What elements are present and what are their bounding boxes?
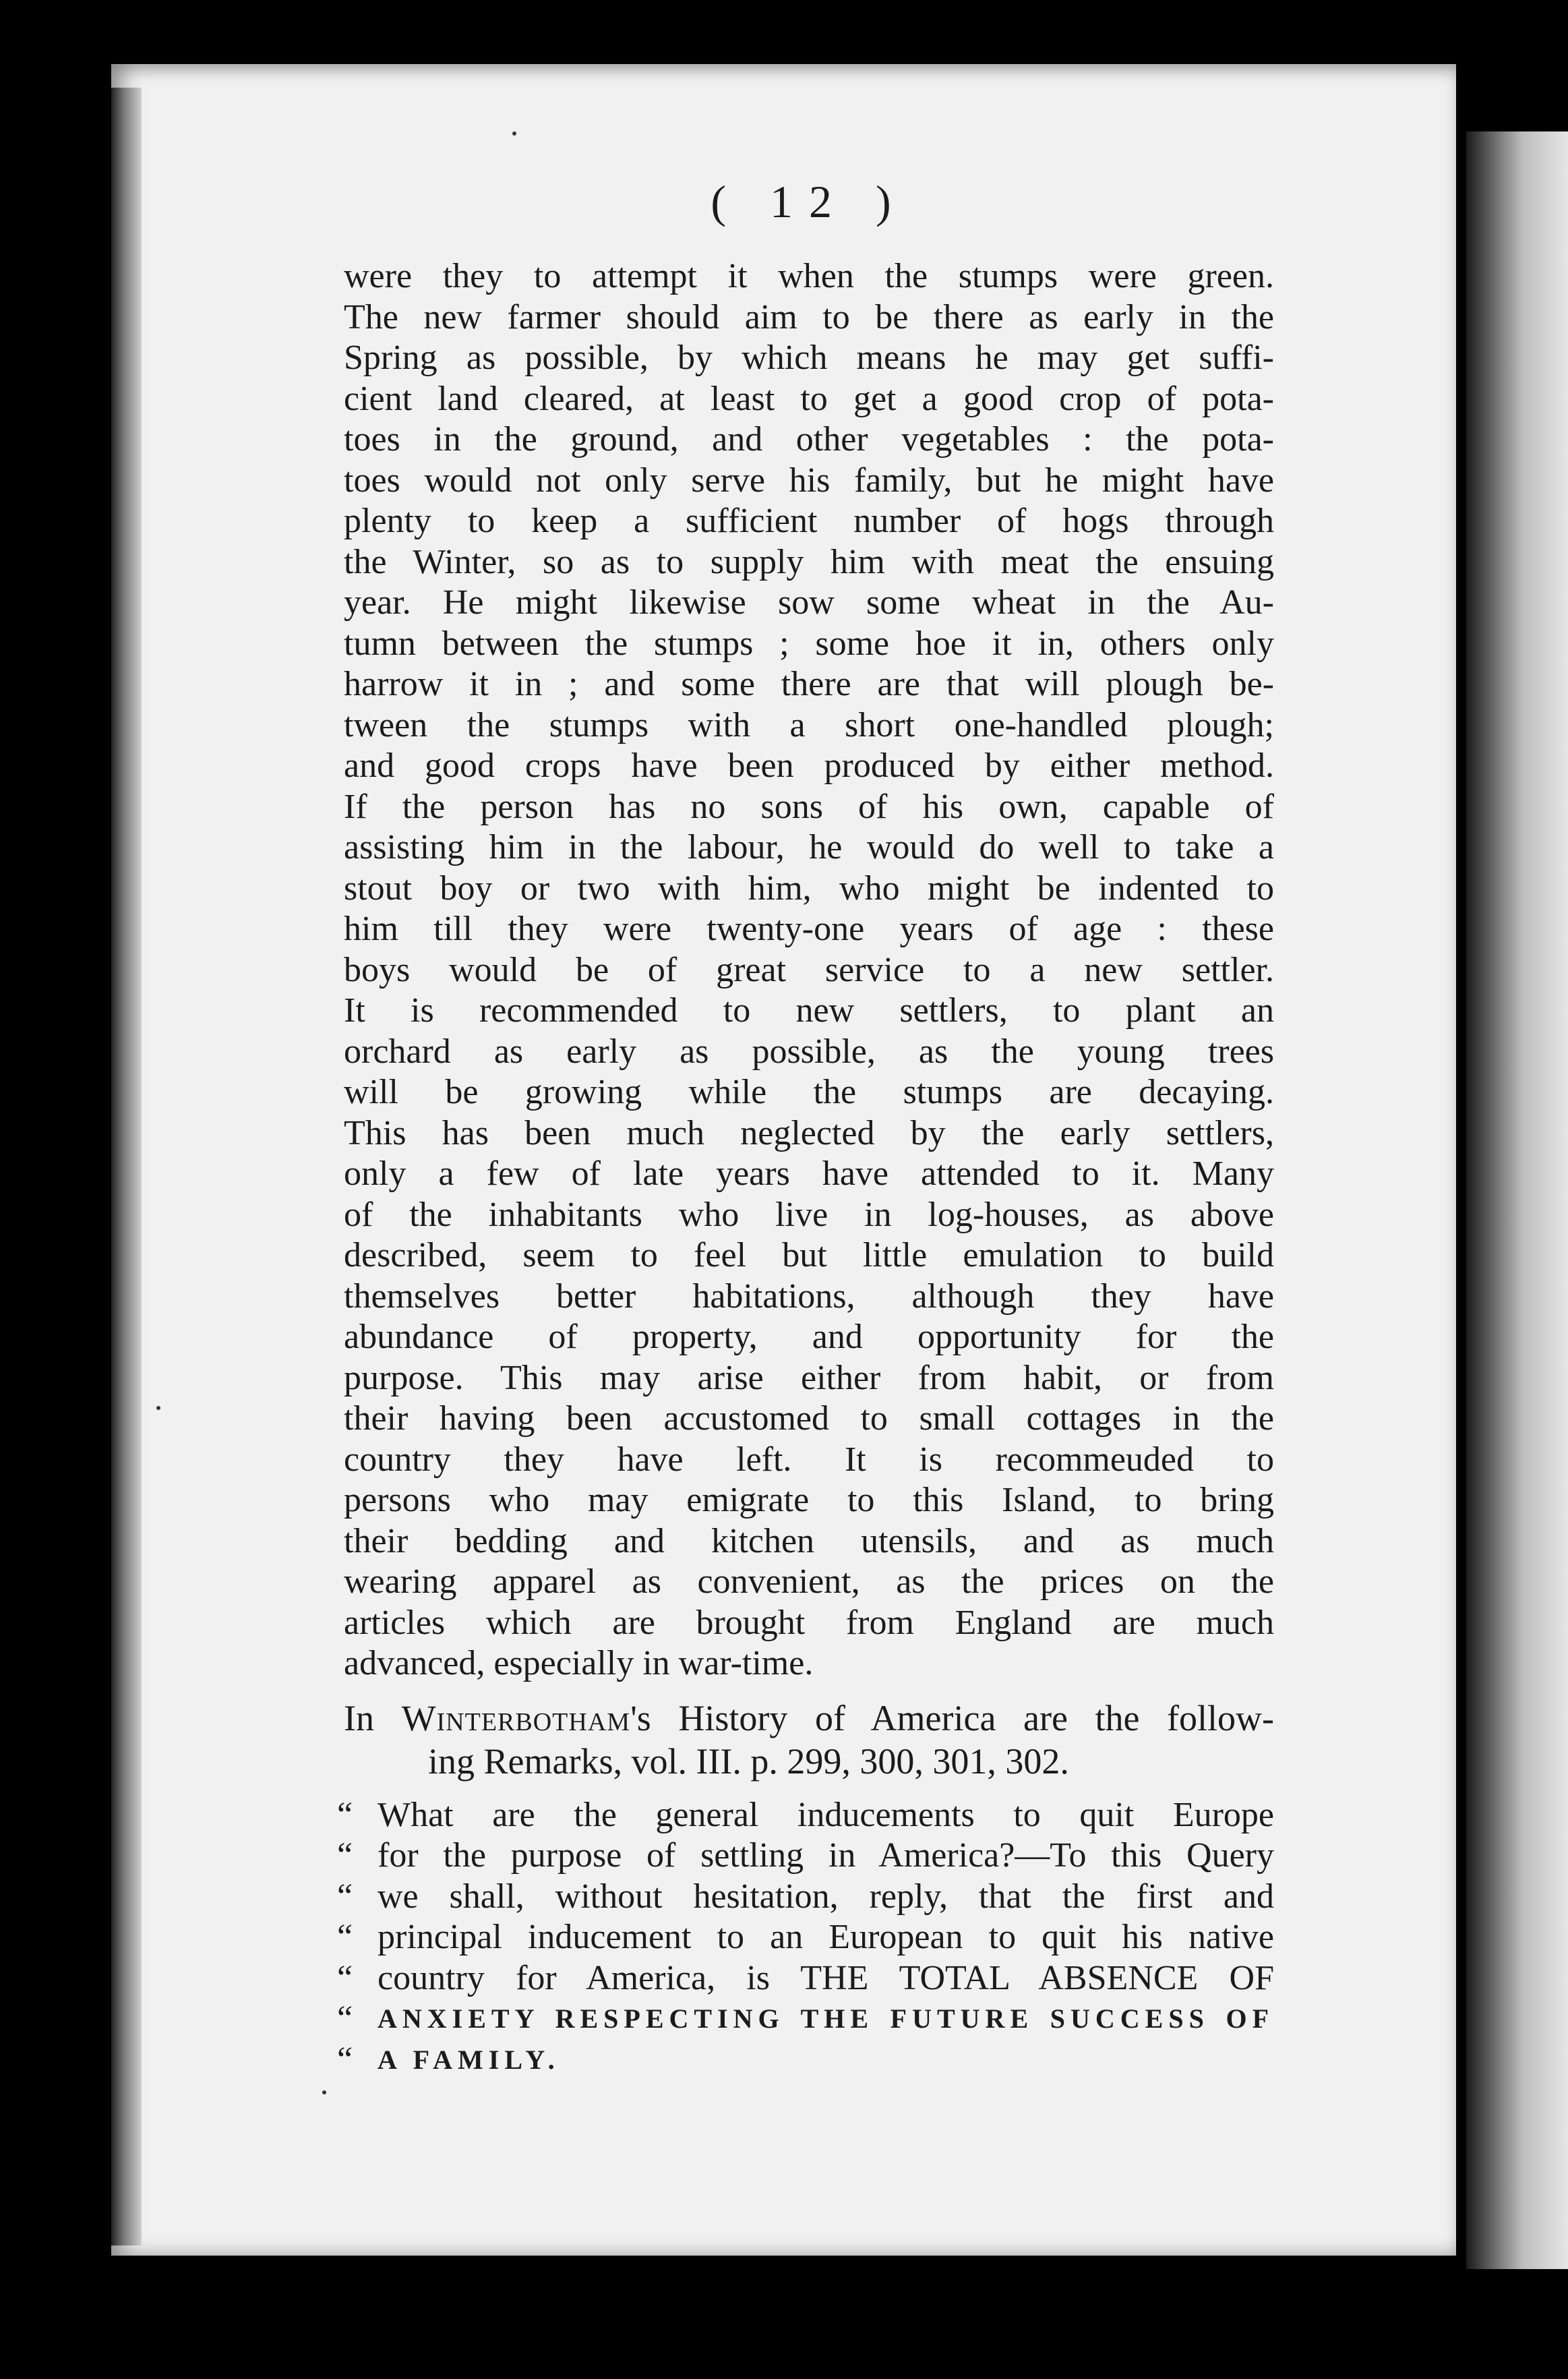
quote-text: country for America, is THE TOTAL ABSENCE OF: [378, 1958, 1274, 1997]
text-line: were they to attempt it when the stumps were green.: [344, 257, 1274, 295]
text-line: tumn between the stumps ; some hoe it in, others only: [344, 624, 1274, 663]
text-line: wearing apparel as convenient, as the prices on the: [344, 1562, 1274, 1601]
text-line: persons who may emigrate to this Island, to bring: [344, 1481, 1274, 1519]
quote-text: ANXIETY RESPECTING THE FUTURE SUCCESS OF: [378, 2003, 1274, 2034]
text-line: country they have left. It is recommeuded to: [344, 1440, 1274, 1479]
body-paragraph: [344, 256, 1274, 1684]
text-line: toes in the ground, and other vegetables : the pota-: [344, 420, 1274, 459]
quote-text: for the purpose of settling in America?—To this Query: [378, 1836, 1274, 1875]
text-line: Spring as possible, by which means he may get suffi-: [344, 339, 1274, 377]
heading-line1-rest: 's History of America are the follow-: [630, 1697, 1274, 1738]
quote-mark: “: [337, 1999, 353, 2038]
quote-line: [337, 1835, 1274, 1877]
quote-line: [337, 1999, 1274, 2040]
text-line: only a few of late years have attended to it. Many: [344, 1154, 1274, 1193]
heading-prefix: In: [344, 1697, 402, 1738]
quote-text: we shall, without hesitation, reply, that the first and: [378, 1877, 1274, 1916]
text-line: purpose. This may arise either from habit, or from: [344, 1358, 1274, 1397]
section-heading-line-1: [344, 1697, 1274, 1740]
page-text-block: [337, 176, 1274, 2080]
quote-line: [337, 1917, 1274, 1958]
text-line: described, seem to feel but little emulation to build: [344, 1236, 1274, 1274]
text-line: harrow it in ; and some there are that will plough be-: [344, 665, 1274, 703]
text-line: assisting him in the labour, he would do well to take a: [344, 828, 1274, 867]
text-line: plenty to keep a sufficient number of hogs through: [344, 502, 1274, 540]
text-line: If the person has no sons of his own, capable of: [344, 787, 1274, 826]
quote-mark: “: [337, 1958, 353, 1997]
quote-text: A FAMILY.: [378, 2044, 560, 2075]
text-line: toes would not only serve his family, but he might have: [344, 461, 1274, 500]
quote-line: [337, 1877, 1274, 1918]
text-line: of the inhabitants who live in log-houses, as above: [344, 1195, 1274, 1234]
text-line: their bedding and kitchen utensils, and as much: [344, 1521, 1274, 1560]
quote-line: [337, 2040, 1274, 2081]
speck: [512, 131, 516, 136]
text-line: stout boy or two with him, who might be indented to: [344, 869, 1274, 908]
quote-mark: “: [337, 1918, 353, 1956]
quote-mark: “: [337, 1877, 353, 1916]
text-line: the Winter, so as to supply him with meat the ensuing: [344, 542, 1274, 581]
text-line: year. He might likewise sow some wheat in the Au-: [344, 583, 1274, 622]
quote-mark: “: [337, 2040, 353, 2079]
text-line: abundance of property, and opportunity for the: [344, 1318, 1274, 1356]
quote-text: What are the general inducements to quit Europe: [378, 1795, 1274, 1834]
speck: [156, 1406, 160, 1410]
speck: [322, 2090, 326, 2094]
text-line: It is recommended to new settlers, to plant an: [344, 991, 1274, 1030]
text-line: The new farmer should aim to be there as early in the: [344, 297, 1274, 336]
text-line: him till they were twenty-one years of age : these: [344, 910, 1274, 948]
quote-text: principal inducement to an European to quit his native: [378, 1918, 1274, 1956]
adjacent-page-edge: [1466, 131, 1568, 2269]
quote-mark: “: [337, 1795, 353, 1834]
page-binding-edge: [111, 88, 142, 2245]
section-heading-line-2: ing Remarks, vol. III. p. 299, 300, 301, 302.: [428, 1740, 1069, 1782]
quotation-block: [337, 1795, 1274, 2081]
text-line: and good crops have been produced by either method.: [344, 746, 1274, 785]
text-line: This has been much neglected by the early settlers,: [344, 1113, 1274, 1152]
page-number: ( 12 ): [711, 176, 907, 227]
text-line: orchard as early as possible, as the young trees: [344, 1032, 1274, 1071]
quote-line: [337, 1958, 1274, 1999]
heading-author: Winterbotham: [401, 1697, 631, 1738]
text-line: advanced, especially in war-time.: [344, 1644, 814, 1682]
text-line: themselves better habitations, although they have: [344, 1276, 1274, 1316]
text-line: boys would be of great service to a new settler.: [344, 950, 1274, 989]
text-line: articles which are brought from England are much: [344, 1603, 1274, 1642]
text-line: cient land cleared, at least to get a good crop of pota-: [344, 379, 1274, 418]
text-line: will be growing while the stumps are decaying.: [344, 1073, 1274, 1111]
text-line: their having been accustomed to small cottages in the: [344, 1399, 1274, 1438]
quote-line: [337, 1795, 1274, 1836]
quote-mark: “: [337, 1836, 353, 1875]
text-line: tween the stumps with a short one-handled plough;: [344, 705, 1274, 744]
